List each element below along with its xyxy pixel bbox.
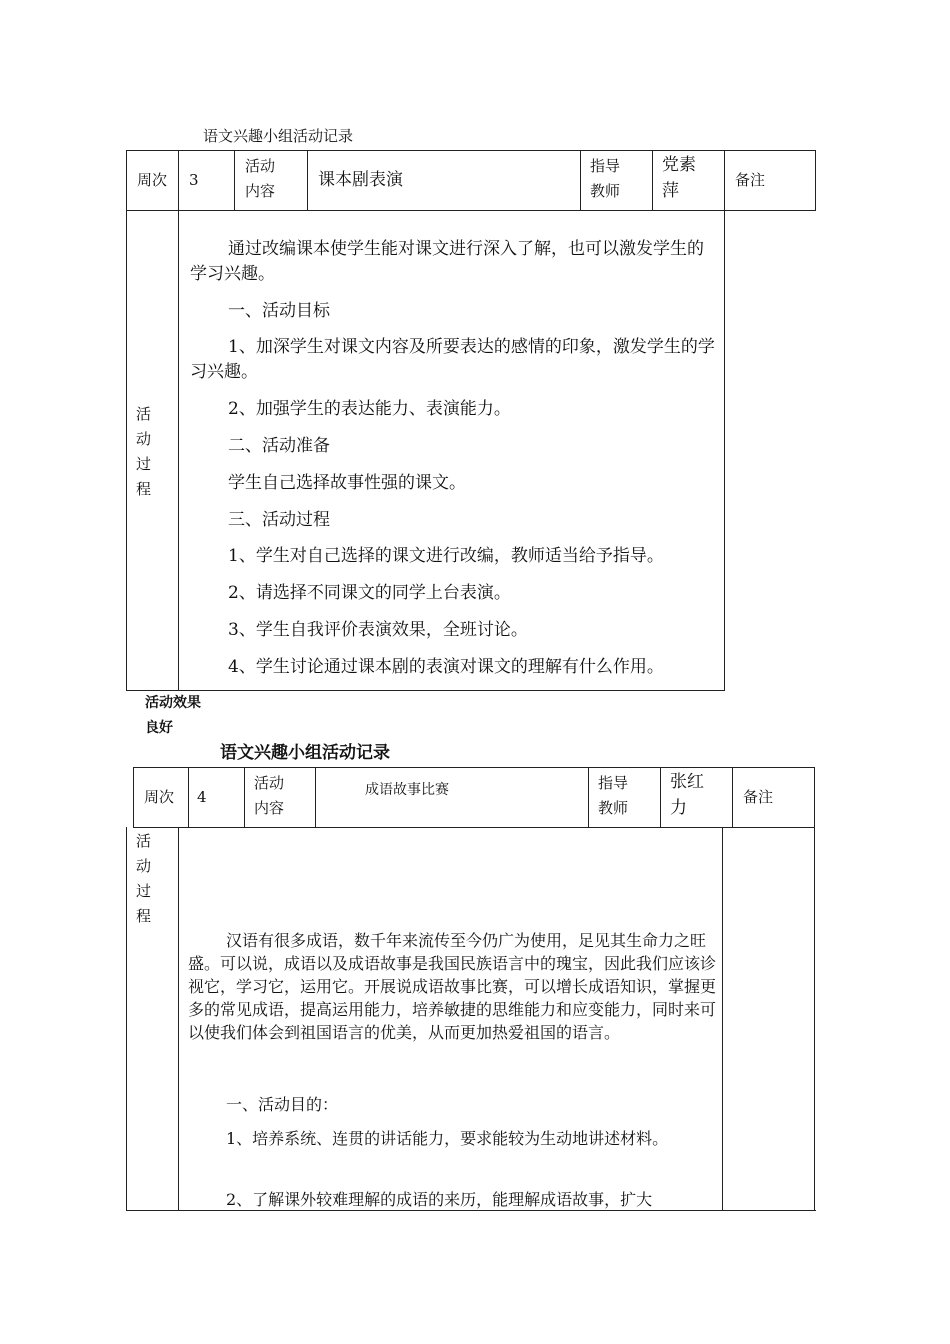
content-label: 活动 xyxy=(254,774,285,792)
paragraph: 1、培养系统、连贯的讲话能力，要求能较为生动地讲述材料。 xyxy=(226,1129,669,1148)
table-border xyxy=(133,767,134,827)
section-heading: 一、活动目标 xyxy=(228,301,330,321)
teacher-name: 张红 xyxy=(670,772,704,792)
paragraph: 汉语有很多成语，数千年来流传至今仍广为使用，足见其生命力之旺盛。可以说，成语以及成语故事是我国民族语言中的瑰宝，因此我们应该诊视它，学习它，运用它。开展说成语故事比赛，可以增长成语知识，掌握更多的常见成语，提高运用能力，培养敏捷的思维能力和应变能力，同时来可以使我们体会到祖国语言的优美，从而更加热爱祖国的语言。 xyxy=(188,931,717,1042)
paragraph: 3、学生自我评价表演效果，全班讨论。 xyxy=(228,620,528,640)
paragraph: 4、学生讨论通过课本剧的表演对课文的理解有什么作用。 xyxy=(228,657,664,677)
content-label: 内容 xyxy=(254,799,285,817)
table-border xyxy=(660,767,661,827)
process-label-char: 动 xyxy=(136,857,152,875)
record-1-title: 语文兴趣小组活动记录 xyxy=(203,127,354,145)
process-label-char: 活 xyxy=(136,405,152,423)
table-border xyxy=(133,767,815,768)
table-border xyxy=(814,767,815,1211)
teacher-name: 党素 xyxy=(662,155,696,175)
table-border xyxy=(815,150,816,211)
table-border xyxy=(732,767,733,827)
content-label: 内容 xyxy=(245,182,276,200)
teacher-name: 力 xyxy=(670,798,687,818)
table-border xyxy=(580,150,581,210)
table-border xyxy=(234,150,235,210)
process-label-char: 动 xyxy=(136,430,152,448)
content-label: 活动 xyxy=(245,157,276,175)
table-border xyxy=(126,827,127,1211)
week-label: 周次 xyxy=(137,171,168,189)
content-value: 成语故事比赛 xyxy=(365,782,449,798)
table-border xyxy=(307,150,308,210)
table-border xyxy=(188,767,189,827)
content-value: 课本剧表演 xyxy=(318,170,403,190)
table-border xyxy=(126,690,724,691)
paragraph: 2、了解课外较难理解的成语的来历，能理解成语故事，扩大 xyxy=(226,1190,653,1209)
paragraph: 学生自己选择故事性强的课文。 xyxy=(228,473,466,493)
paragraph: 2、请选择不同课文的同学上台表演。 xyxy=(228,583,511,603)
remark-label: 备注 xyxy=(735,171,766,189)
table-border xyxy=(178,150,179,691)
teacher-label: 指导 xyxy=(598,774,629,792)
table-border xyxy=(588,767,589,827)
table-border xyxy=(652,150,653,210)
section-heading: 一、活动目的： xyxy=(226,1095,339,1114)
process-label xyxy=(136,829,154,929)
record-2-title: 语文兴趣小组活动记录 xyxy=(220,743,390,763)
process-label-char: 程 xyxy=(136,480,152,498)
paragraph: 2、加强学生的表达能力、表演能力。 xyxy=(228,399,511,419)
paragraph: 通过改编课本使学生能对课文进行深入了解，也可以激发学生的学习兴趣。 xyxy=(190,239,704,284)
teacher-name: 萍 xyxy=(662,181,679,201)
remark-label: 备注 xyxy=(743,788,774,806)
table-border xyxy=(126,150,127,691)
week-value: 4 xyxy=(197,788,207,806)
process-label-char: 过 xyxy=(136,455,152,473)
paragraph: 1、加深学生对课文内容及所要表达的感情的印象，激发学生的学习兴趣。 xyxy=(190,337,715,382)
table-border xyxy=(724,150,725,691)
table-border xyxy=(722,827,723,1211)
teacher-label: 教师 xyxy=(598,799,629,817)
week-value: 3 xyxy=(189,171,199,189)
paragraph: 1、学生对自己选择的课文进行改编，教师适当给予指导。 xyxy=(228,546,664,566)
table-border xyxy=(244,767,245,827)
table-border xyxy=(315,767,316,827)
process-label-char: 程 xyxy=(136,907,152,925)
section-heading: 三、活动过程 xyxy=(228,510,330,530)
process-label-char: 活 xyxy=(136,832,152,850)
section-heading: 二、活动准备 xyxy=(228,436,330,456)
teacher-label: 教师 xyxy=(590,182,621,200)
teacher-label: 指导 xyxy=(590,157,621,175)
table-border xyxy=(126,210,816,211)
week-label: 周次 xyxy=(144,788,175,806)
effect-value: 良好 xyxy=(145,720,173,736)
table-border xyxy=(133,827,815,828)
process-label-char: 过 xyxy=(136,882,152,900)
effect-label: 活动效果 xyxy=(145,695,201,711)
table-border xyxy=(126,150,816,151)
process-label xyxy=(136,402,154,502)
table-border xyxy=(178,827,179,1211)
